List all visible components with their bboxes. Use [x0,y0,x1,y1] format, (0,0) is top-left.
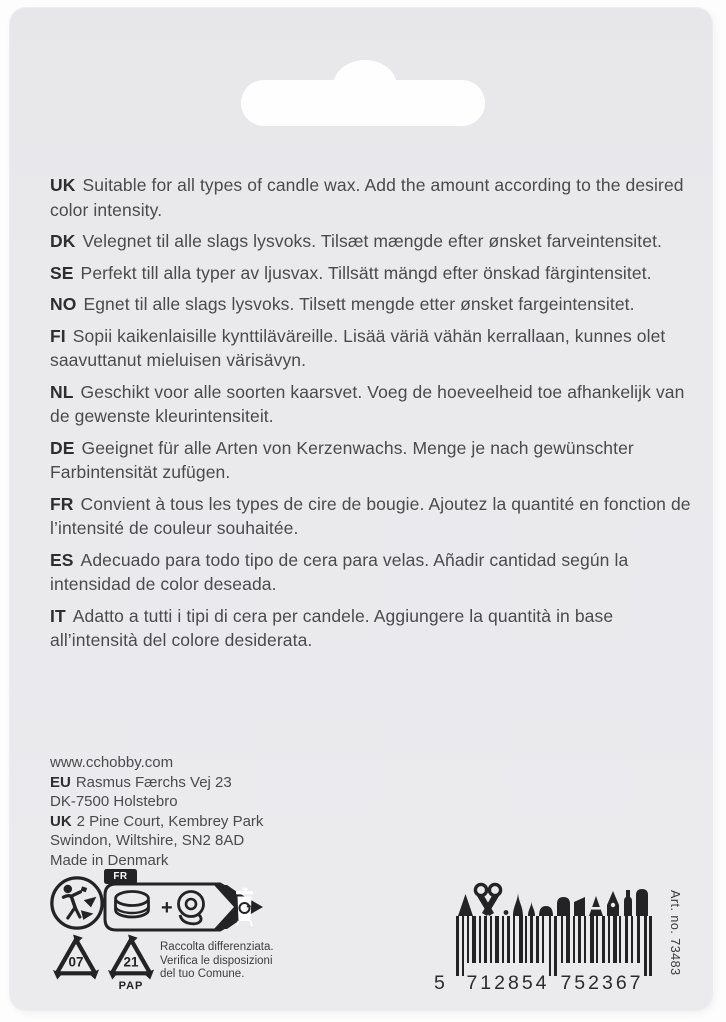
packaging-back-panel [10,8,712,1010]
language-code: FR [50,493,74,514]
recycling-code-21-icon [105,933,157,986]
triman-sorting-icon [102,869,266,933]
instruction-paragraph [50,324,698,373]
instruction-text: Sopii kaikenlaisille kynttiläväreille. Lisää väriä vähän kerrallaan, kunnes olet saavuttanut mieluisen värisävyn. [50,325,666,370]
language-code: DK [50,231,76,251]
made-in-line: Made in Denmark [50,851,169,869]
language-code: IT [50,605,66,626]
language-code: NO [50,294,77,314]
instruction-text: Geschikt voor alle soorten kaarsvet. Voeg de hoeveelheid toe afhankelijk van de gewenste kleurintensiteit. [50,381,685,426]
language-code: ES [50,549,74,570]
barcode-bars [456,916,652,976]
barcode-left-digits: 712854 [466,972,550,994]
instruction-text: Suitable for all types of candle wax. Add the amount according to the desired color intensity. [50,175,684,220]
craft-tools-icon [458,882,648,916]
website-url: www.cchobby.com [50,754,174,771]
instruction-paragraph [50,604,698,653]
instruction-paragraph [50,436,698,485]
roll-icon [179,892,204,924]
barcode [430,876,698,1008]
instruction-text: Geeignet für alle Arten von Kerzenwachs. Menge je nach gewünschter Farbintensität zufügen. [50,437,634,482]
instruction-text: Adecuado para todo tipo de cera para velas. Añadir cantidad según la intensidad de color deseada. [50,549,629,594]
instruction-text: Adatto a tutti i tipi di cera per candele. Aggiungere la quantità in base all’intensità del colore desiderata. [50,605,614,650]
instruction-paragraph [50,229,698,254]
instruction-paragraph [50,173,698,222]
language-code: FI [50,325,66,346]
instruction-text: Velegnet til alle slags lysvoks. Tilsæt mængde efter ønsket farveintensitet. [82,231,663,251]
tidyman-icon [48,874,106,937]
eu-city-line: DK-7500 Holstebro [50,793,178,810]
resin-code-number: 07 [68,954,84,970]
barcode-digits [430,972,662,996]
instruction-text: Egnet til alle slags lysvoks. Tilsett mengde etter ønsket fargeintensitet. [83,294,635,314]
barcode-right-digits: 752367 [560,972,644,994]
barcode-lead-digit: 5 [434,972,445,994]
language-code: UK [50,175,76,195]
article-number: Art. no. 73483 [668,890,682,976]
language-code: NL [50,381,74,402]
instruction-text: Perfekt till alla typer av ljusvax. Tillsätt mängd efter önskad färgintensitet. [80,262,652,283]
instruction-paragraph [50,261,698,286]
uk-label: UK [50,812,72,830]
pap-material-label: PAP [118,980,144,992]
instruction-paragraph [50,292,698,317]
plus-sign: + [161,897,173,919]
wax-discs-icon [116,892,149,918]
eu-label: EU [50,773,71,791]
uk-address-line: UK 2 Pine Court, Kembrey Park [50,812,264,830]
recycling-code-07-icon [50,933,102,986]
language-code: SE [50,262,74,283]
instruction-paragraph [50,380,698,429]
uk-city-line: Swindon, Wiltshire, SN2 8AD [50,832,245,849]
euro-hang-slot [241,80,485,126]
instruction-paragraph [50,492,698,541]
instruction-paragraph [50,548,698,597]
recycling-bin-icon [236,888,253,926]
manufacturer-address-block [50,753,263,870]
triman-country-tab: FR [104,869,137,884]
eu-address-line: EU Rasmus Færchs Vej 23 [50,773,232,791]
instructions-list [50,173,698,660]
waste-sorting-note: Raccolta differenziata. Verifica le disposizioni del tuo Comune. [160,941,274,980]
language-code: DE [50,437,75,458]
paper-code-number: 21 [123,954,139,970]
instruction-text: Convient à tous les types de cire de bougie. Ajoutez la quantité en fonction de l’intensité de couleur souhaitée. [50,493,691,538]
